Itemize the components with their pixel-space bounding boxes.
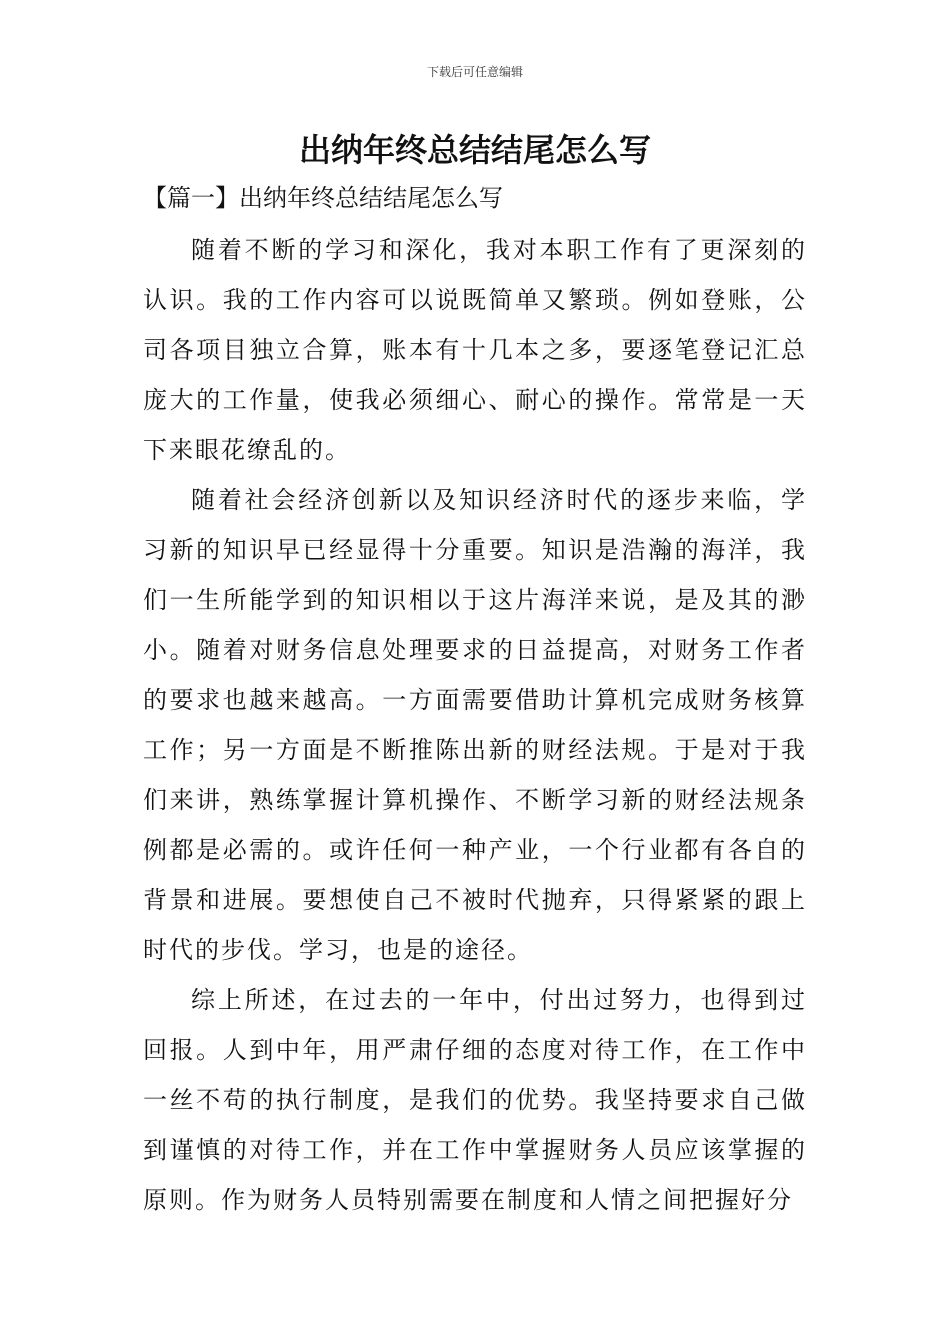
header-note: 下载后可任意编辑	[426, 65, 523, 79]
paragraph: 综上所述，在过去的一年中，付出过努力，也得到过回报。人到中年，用严肃仔细的态度对待工作，在工作中一丝不苟的执行制度，是我们的优势。我坚持要求自己做到谨慎的对待工作，并在工作中掌握财务人员应该掌握的原则。作为财务人员特别需要在制度和人情之间把握好分	[143, 986, 807, 1214]
paragraph: 随着社会经济创新以及知识经济时代的逐步来临，学习新的知识早已经显得十分重要。知识是浩瀚的海洋，我们一生所能学到的知识相以于这片海洋来说，是及其的渺小。随着对财务信息处理要求的日益提高，对财务工作者的要求也越来越高。一方面需要借助计算机完成财务核算工作；另一方面是不断推陈出新的财经法规。于是对于我们来讲，熟练掌握计算机操作、不断学习新的财经法规条例都是必需的。或许任何一种产业，一个行业都有各自的背景和进展。要想使自己不被时代抛弃，只得紧紧的跟上时代的步伐。学习，也是的途径。	[143, 486, 807, 964]
document-title: 出纳年终总结结尾怎么写	[298, 131, 651, 169]
section-heading: 【篇一】出纳年终总结结尾怎么写	[143, 184, 503, 212]
document-body	[143, 225, 807, 1225]
paragraph: 随着不断的学习和深化，我对本职工作有了更深刻的认识。我的工作内容可以说既简单又繁琐。例如登账，公司各项目独立合算，账本有十几本之多，要逐笔登记汇总庞大的工作量，使我必须细心、耐心的操作。常常是一天下来眼花缭乱的。	[143, 236, 807, 464]
